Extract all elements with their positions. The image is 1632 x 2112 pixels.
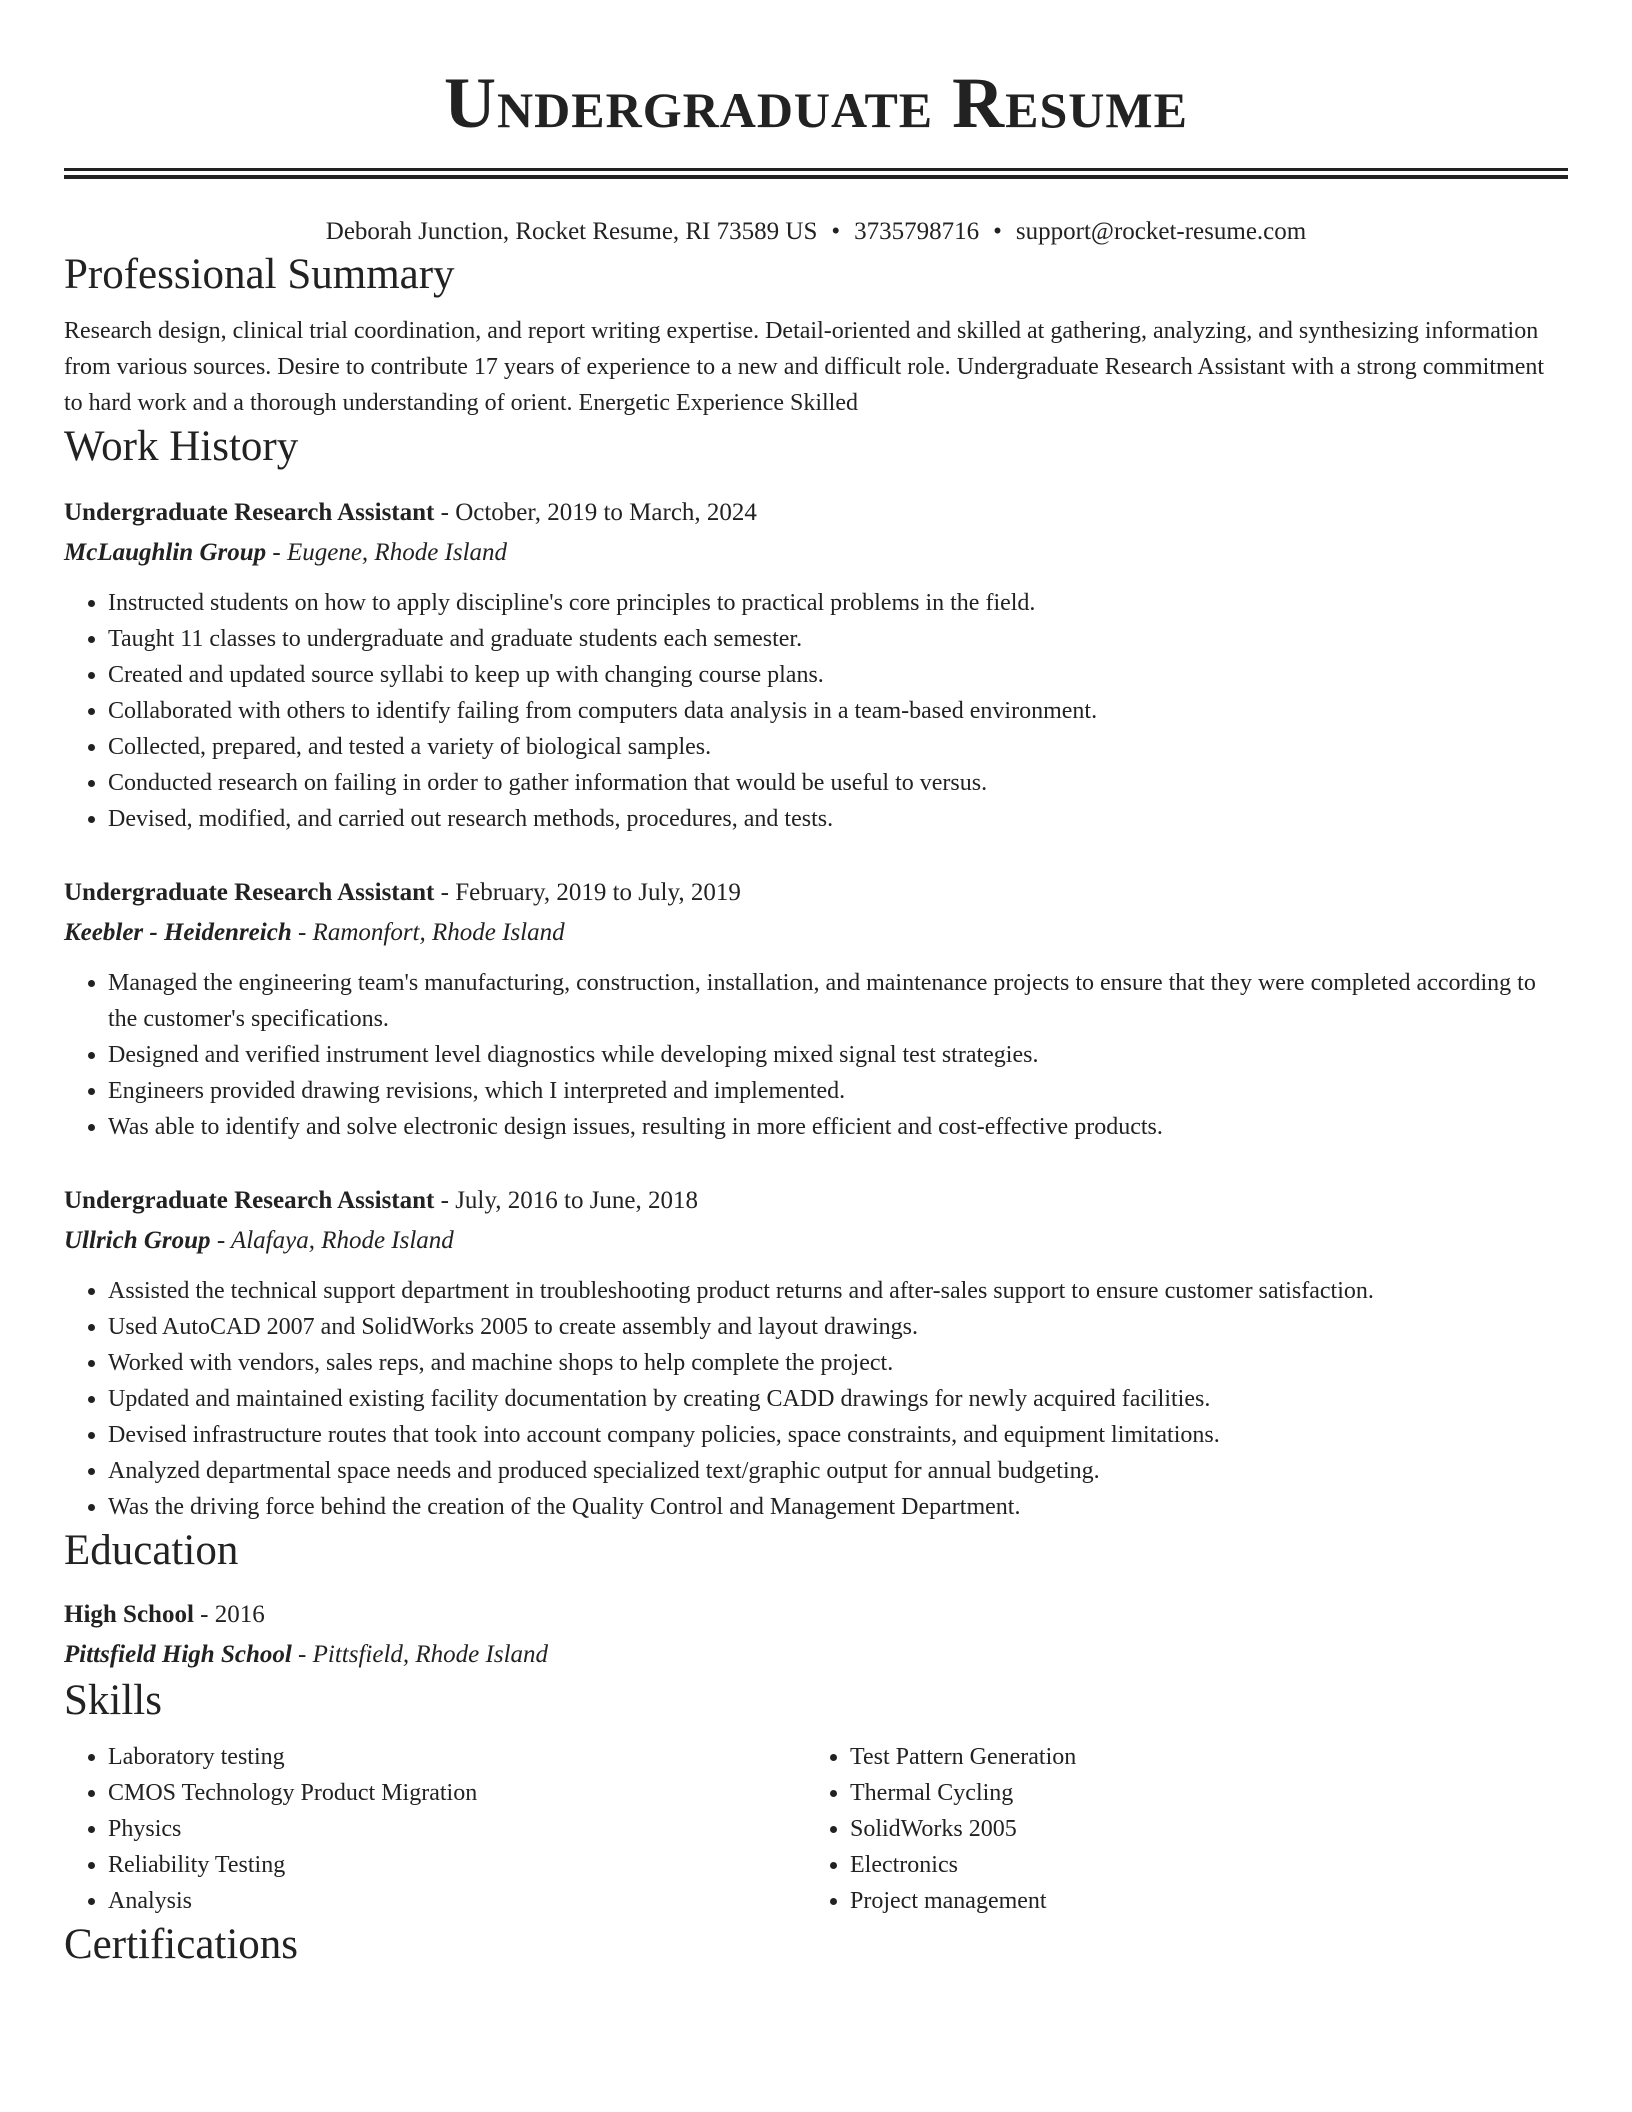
page-title: Undergraduate Resume: [444, 63, 1188, 143]
skill-item: • Reliability Testing: [108, 1847, 806, 1883]
skill-item: • Physics: [108, 1811, 806, 1847]
summary-text: Research design, clinical trial coordination, and report writing expertise. Detail-oriented and skilled at gathering, analyzing, and synthesizing information from various sources. Desire to contribute 17 years of experience to a new and difficult role. Undergraduate Research Assistant with a strong commitment to hard work and a thorough understanding of orient. Energetic Experience Skilled: [64, 318, 1545, 416]
skill-item: • SolidWorks 2005: [850, 1811, 1548, 1847]
job-title-line: [64, 1181, 1568, 1221]
list-item: • Engineers provided drawing revisions, which I interpreted and implemented.: [108, 1073, 1568, 1109]
list-item: • Conducted research on failing in order to gather information that would be useful to versus.: [108, 765, 1568, 801]
list-item: • Instructed students on how to apply discipline's core principles to practical problems in the field.: [108, 585, 1568, 621]
skills-grid: [64, 1739, 1568, 1919]
certifications-heading: Certifications: [64, 1921, 299, 1968]
title-divider: [64, 168, 1568, 179]
skill-item: • Project management: [850, 1883, 1548, 1919]
list-item: • Collaborated with others to identify failing from computers data analysis in a team-based environment.: [108, 693, 1568, 729]
work-history-heading: Work History: [64, 423, 299, 470]
job-company-line: [64, 533, 1568, 573]
education-degree: High School: [64, 1601, 194, 1628]
job-dates: - October, 2019 to March, 2024: [434, 499, 757, 526]
list-item: • Managed the engineering team's manufacturing, construction, installation, and maintenance projects to ensure that they were completed according to the customer's specifications.: [108, 965, 1568, 1037]
skills-heading: Skills: [64, 1677, 162, 1724]
job-title-line: [64, 873, 1568, 913]
list-item: • Taught 11 classes to undergraduate and graduate students each semester.: [108, 621, 1568, 657]
list-item: • Devised, modified, and carried out research methods, procedures, and tests.: [108, 801, 1568, 837]
list-item: • Devised infrastructure routes that took into account company policies, space constraints, and equipment limitations.: [108, 1417, 1568, 1453]
skills-column-left: [64, 1739, 806, 1919]
contact-line: [64, 215, 1568, 249]
summary-heading: Professional Summary: [64, 251, 455, 298]
skill-item: • Electronics: [850, 1847, 1548, 1883]
job-company: Ullrich Group: [64, 1227, 211, 1254]
skills-list: [64, 1739, 806, 1919]
contact-email: support@rocket-resume.com: [1015, 218, 1307, 245]
list-item: • Created and updated source syllabi to keep up with changing course plans.: [108, 657, 1568, 693]
skill-item: • Test Pattern Generation: [850, 1739, 1548, 1775]
list-item: • Worked with vendors, sales reps, and machine shops to help complete the project.: [108, 1345, 1568, 1381]
education-school: Pittsfield High School: [64, 1641, 292, 1668]
list-item: • Designed and verified instrument level diagnostics while developing mixed signal test strategies.: [108, 1037, 1568, 1073]
job-bullets: [64, 585, 1568, 837]
job-entry: [64, 493, 1568, 837]
job-location: - Alafaya, Rhode Island: [210, 1227, 454, 1254]
job-location: - Ramonfort, Rhode Island: [291, 919, 565, 946]
list-item: • Was able to identify and solve electronic design issues, resulting in more efficient and cost-effective products.: [108, 1109, 1568, 1145]
contact-separator: •: [831, 218, 841, 245]
list-item: • Analyzed departmental space needs and produced specialized text/graphic output for annual budgeting.: [108, 1453, 1568, 1489]
contact-address: Deborah Junction, Rocket Resume, RI 73589 US: [325, 218, 818, 245]
job-company-line: [64, 913, 1568, 953]
job-dates: - July, 2016 to June, 2018: [434, 1187, 699, 1214]
skill-item: • Analysis: [108, 1883, 806, 1919]
list-item: • Was the driving force behind the creation of the Quality Control and Management Department.: [108, 1489, 1568, 1525]
contact-phone: 3735798716: [854, 218, 980, 245]
list-item: • Updated and maintained existing facility documentation by creating CADD drawings for newly acquired facilities.: [108, 1381, 1568, 1417]
education-school-line: [64, 1635, 1568, 1675]
skill-item: • Laboratory testing: [108, 1739, 806, 1775]
education-entry: [64, 1595, 1568, 1675]
education-location: - Pittsfield, Rhode Island: [291, 1641, 549, 1668]
job-bullets: [64, 1273, 1568, 1525]
list-item: • Collected, prepared, and tested a variety of biological samples.: [108, 729, 1568, 765]
job-title-line: [64, 493, 1568, 533]
job-bullets: [64, 965, 1568, 1145]
skills-column-right: [806, 1739, 1548, 1919]
list-item: • Assisted the technical support department in troubleshooting product returns and after-sales support to ensure customer satisfaction.: [108, 1273, 1568, 1309]
job-location: - Eugene, Rhode Island: [266, 539, 508, 566]
job-company-line: [64, 1221, 1568, 1261]
job-dates: - February, 2019 to July, 2019: [434, 879, 741, 906]
education-year: - 2016: [193, 1601, 265, 1628]
job-entry: [64, 873, 1568, 1145]
education-degree-line: [64, 1595, 1568, 1635]
skill-item: • Thermal Cycling: [850, 1775, 1548, 1811]
job-entry: [64, 1181, 1568, 1525]
skill-item: • CMOS Technology Product Migration: [108, 1775, 806, 1811]
job-company: McLaughlin Group: [64, 539, 267, 566]
job-company: Keebler - Heidenreich: [64, 919, 292, 946]
skills-list: [806, 1739, 1548, 1919]
job-title: Undergraduate Research Assistant: [64, 499, 435, 526]
education-heading: Education: [64, 1527, 239, 1574]
job-title: Undergraduate Research Assistant: [64, 879, 435, 906]
contact-separator: •: [993, 218, 1002, 245]
job-title: Undergraduate Research Assistant: [64, 1187, 435, 1214]
list-item: • Used AutoCAD 2007 and SolidWorks 2005 to create assembly and layout drawings.: [108, 1309, 1568, 1345]
